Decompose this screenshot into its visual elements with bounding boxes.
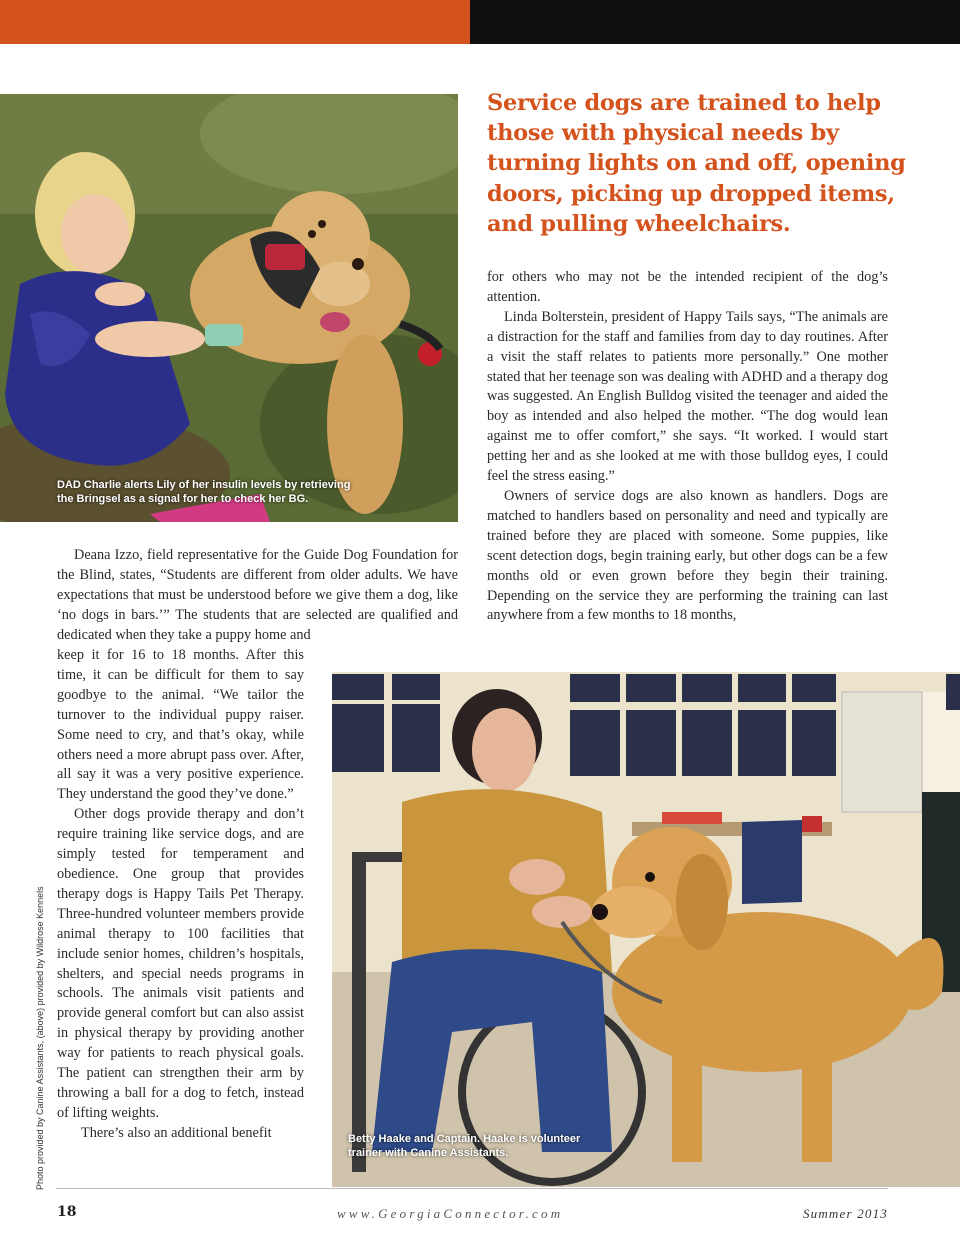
footer-issue: Summer 2013 — [802, 1206, 888, 1221]
paragraph: There’s also an additional benefit — [81, 1124, 272, 1141]
header-bar-orange — [0, 0, 470, 44]
photo-credit: Photo provided by Canine Assistants, (above) provided by Wildrose Kennels — [35, 886, 45, 1190]
photo-caption-top: DAD Charlie alerts Lily of her insulin levels by retrieving the Bringsel as a signal for her to check her BG. — [57, 479, 351, 505]
left-column-narrow — [57, 646, 304, 1144]
left-column-wide — [57, 546, 458, 646]
paragraph: Linda Bolterstein, president of Happy Tails says, “The animals are a distraction for the staff and families from day to day routines. After a visit the staff relates to patients more personally.” One mother stated that her teenage son was dealing with ADHD and a therapy dog was suggested. An English Bulldog visited the teenager and aided the boy as intended and also helped the mother. “The dog would lean against me to offer comfort,” she says. “It worked. I would start petting her and as she looked at me with those bulldog eyes, I could feel the stress easing.” — [487, 308, 888, 485]
footer-url[interactable]: www.GeorgiaConnector.com — [337, 1206, 564, 1221]
header-bar-black — [470, 0, 960, 44]
photo-caption-bottom: Betty Haake and Captain. Haake is volunteer trainer with Canine Assistants. — [348, 1133, 581, 1159]
paragraph: for others who may not be the intended recipient of the dog’s attention. — [487, 269, 888, 305]
paragraph: Other dogs provide therapy and don’t require training like service dogs, and are simply tested for temperament and obedience. One group that provides therapy dogs is Happy Tails Pet Therapy. Three-hundred volunteer members provide animal therapy to 100 facilities that include senior homes, children’s hospitals, shelters, and special needs programs in schools. The animals visit patients and provide general comfort but can also assist in physical therapy by providing another way for patients to reach physical goals. The patient can strengthen their arm by throwing a ball for a dog to fetch, instead of lifting weights. — [57, 806, 304, 1121]
footer-divider — [56, 1188, 888, 1189]
photo-girl-and-labrador — [0, 94, 458, 522]
page-number: 18 — [57, 1204, 77, 1220]
photo-woman-and-golden-retriever — [332, 672, 960, 1187]
pull-quote: Service dogs are trained to help those with physical needs by turning lights on and off, opening doors, picking up dropped items, and pulling wheelchairs. — [487, 90, 906, 237]
right-column — [487, 268, 888, 626]
paragraph: Deana Izzo, field representative for the Guide Dog Foundation for the Blind, states, “Students are different from older adults. We have expectations that must be understood before we give them a dog, like ‘no dogs in bars.’” The students that are selected are qualified and dedicated when they take a puppy home and — [57, 547, 458, 643]
paragraph: keep it for 16 to 18 months. After this time, it can be difficult for them to say goodbye to the animal. “We tailor the turnover to the individual puppy raiser. Some need to cry, and that’s okay, while others need a more abrupt pass over. After, all say it was a very positive experience. They understand the good they’ve done.” — [57, 647, 304, 803]
paragraph: Owners of service dogs are also known as handlers. Dogs are matched to handlers based on personality and need and typically are trained before they are placed with someone. Some puppies, like scent detection dogs, begin training early, but other dogs can be a few months old or even grown before they begin their training. Depending on the service they are performing the training can last anywhere from a few months to 18 months, — [487, 487, 888, 624]
